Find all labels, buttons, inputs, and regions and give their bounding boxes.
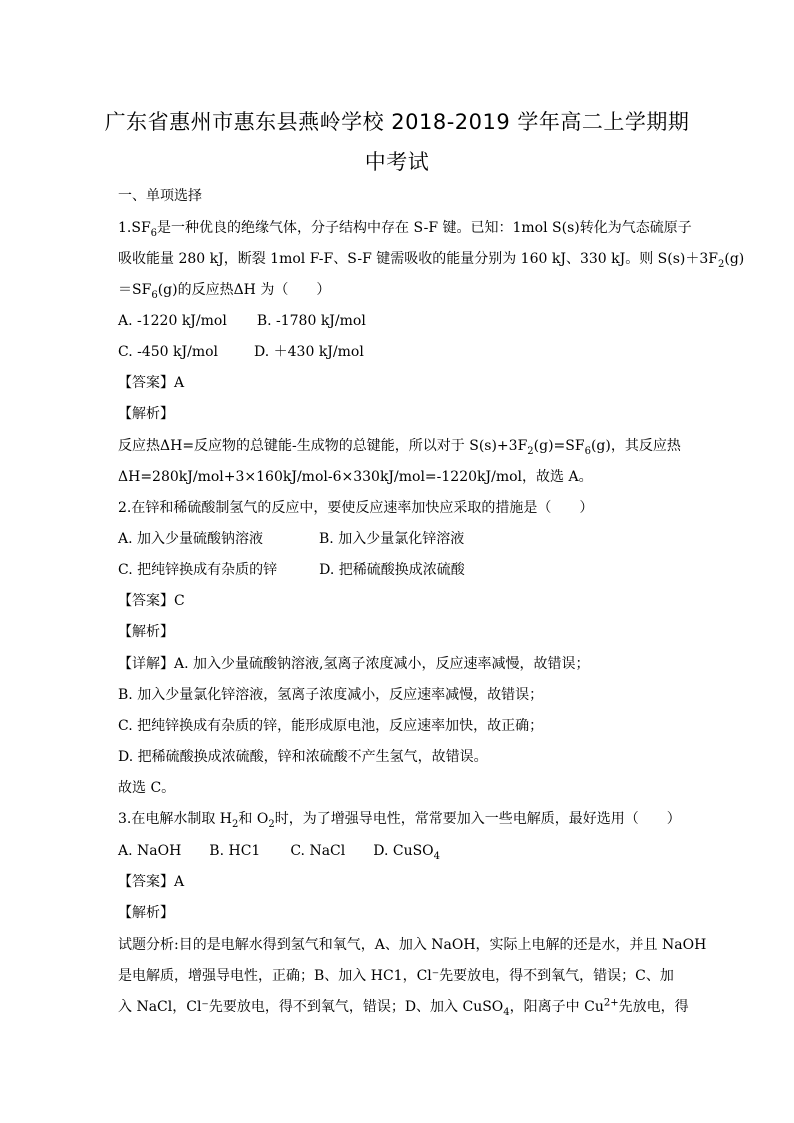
q2-detail-line1: 【详解】A. 加入少量硫酸钠溶液,氢离子浓度减小，反应速率减慢，故错误； xyxy=(118,656,590,672)
q2-detail-line4: D. 把稀硫酸换成浓硫酸，锌和浓硫酸不产生氢气，故错误。 xyxy=(118,749,488,765)
q1-stem-line3: $=SF_6(g)$的反应热ΔH 为（ ） xyxy=(118,282,331,301)
q2-analysis-label: 【解析】 xyxy=(118,624,174,640)
q1-answer: 【答案】A xyxy=(118,375,185,391)
document-title-line1: 广东省惠州市惠东县燕岭学校 2018-2019 学年高二上学期期 xyxy=(104,110,690,134)
q2-option-a: A. 加入少量硫酸钠溶液 xyxy=(118,531,264,547)
q1-option-a: A. -1220 kJ/mol xyxy=(118,313,227,329)
q3-option-d: D. CuSO$_4$ xyxy=(373,843,441,862)
q3-option-a: A. NaOH xyxy=(118,843,182,859)
q2-option-b: B. 加入少量氯化锌溶液 xyxy=(319,531,465,547)
q2-option-d: D. 把稀硫酸换成浓硫酸 xyxy=(319,562,465,578)
q1-explanation-line1: 反应热ΔH=反应物的总键能-生成物的总键能，所以对于 $S(s)+3F_2(g)=SF_6(g)$，其反应热 xyxy=(118,438,681,457)
q2-detail-line5: 故选 C。 xyxy=(118,780,176,796)
q2-detail-line2: B. 加入少量氯化锌溶液，氢离子浓度减小，反应速率减慢，故错误； xyxy=(118,687,544,703)
q1-stem-line2: 吸收能量 280 kJ，断裂 1mol F-F、S-F 键需吸收的能量分别为 160 kJ、330 kJ。则 $S(s)+3F_2(g)$ xyxy=(118,251,745,270)
q3-option-b: B. HC1 xyxy=(209,843,261,859)
q1-option-b: B. -1780 kJ/mol xyxy=(256,313,366,329)
q2-stem: 2.在锌和稀硫酸制氢气的反应中，要使反应速率加快应采取的措施是（ ） xyxy=(118,500,594,516)
q3-analysis-label: 【解析】 xyxy=(118,905,174,921)
q3-options xyxy=(118,841,678,861)
q3-stem: 3.在电解水制取 $H_2$和 $O_2$时，为了增强导电性，常常要加入一些电解质，最好选用（ ） xyxy=(118,811,681,830)
q1-option-c: C. -450 kJ/mol xyxy=(118,344,219,360)
q2-option-c: C. 把纯锌换成有杂质的锌 xyxy=(118,562,278,578)
q3-explanation-line3: 入 NaCl，Cl⁻先要放电，得不到氧气，错误；D、加入 CuSO$_4$，阳离子中 $Cu^{2+}$先放电，得 xyxy=(118,997,689,1018)
q1-option-d: D. ＋430 kJ/mol xyxy=(254,344,364,360)
q2-options-cd xyxy=(118,560,678,580)
q1-stem-line1: $1.SF_6$是一种优良的绝缘气体，分子结构中存在 S-F 键。已知：1mol S(s)转化为气态硫原子 xyxy=(118,220,692,239)
q3-option-c: C. NaCl xyxy=(290,843,346,859)
q3-answer: 【答案】A xyxy=(118,874,185,890)
section-heading: 一、单项选择 xyxy=(118,188,202,204)
q2-answer: 【答案】C xyxy=(118,593,185,609)
q1-options-ab xyxy=(118,311,678,331)
q1-explanation-line2: ΔH=280kJ/mol+3×160kJ/mol-6×330kJ/mol=-1220kJ/mol，故选 A。 xyxy=(118,469,593,485)
q2-options-ab xyxy=(118,529,678,549)
q3-explanation-line1: 试题分析:目的是电解水得到氢气和氧气，A、加入 NaOH，实际上电解的还是水，并且 NaOH xyxy=(118,937,707,953)
q3-explanation-line2: 是电解质，增强导电性，正确；B、加入 HC1，Cl⁻先要放电，得不到氧气，错误；C、加 xyxy=(118,968,674,984)
q2-detail-line3: C. 把纯锌换成有杂质的锌，能形成原电池，反应速率加快，故正确； xyxy=(118,718,544,734)
q1-options-cd xyxy=(118,342,678,362)
document-title-line2: 中考试 xyxy=(364,150,430,174)
q1-analysis-label: 【解析】 xyxy=(118,406,174,422)
